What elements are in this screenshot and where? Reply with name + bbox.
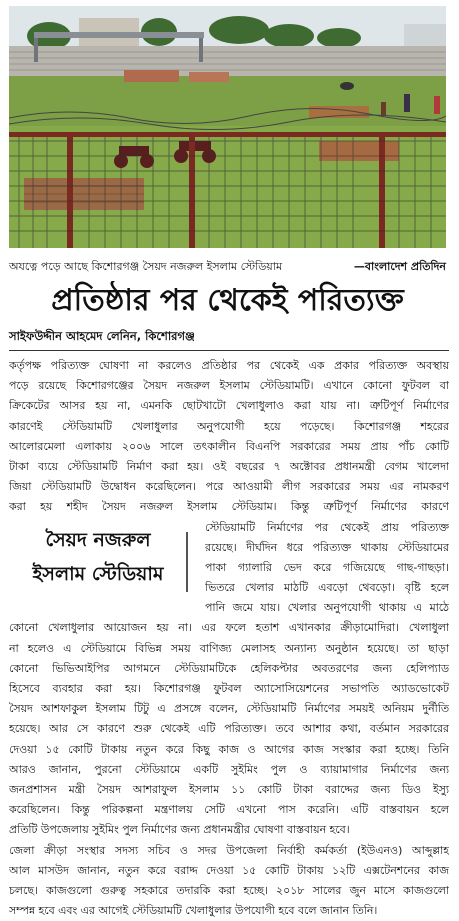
headline: প্রতিষ্ঠার পর থেকেই পরিত্যক্ত [51,283,404,318]
pull-quote-line-2: ইসলাম স্টেডিয়াম [32,563,164,585]
body-line: দেওয়া ১৫ কোটি টাকায় নতুন করে কিছু কাজ ও আগের কাজ সংস্কার করা হচ্ছে। তিনি [9,742,449,756]
body-line: হয়েছে। আর সে কারণে শুরু থেকেই এটি পরিত্যক্ত। তবে আশার কথা, বর্তমান সরকারের [9,722,449,736]
body-line: আলোরমেলা এলাকায় ২০০৬ সালে তৎকালীন বিএনপি সরকারের সময় প্রায় পাঁচ কোটি [9,439,449,453]
stadium-photo [9,6,446,248]
byline: সাইফউদ্দীন আহমেদ লেনিন, কিশোরগঞ্জ [9,329,195,343]
body-line: না হলেও এ স্টেডিয়ামে বিভিন্ন সময় বাণিজ্য মেলাসহ অন্যান্য অনুষ্ঠান হয়েছে। তা ছাড়া [9,641,449,655]
body-line: কোনো ভিভিআইপির আগমনে স্টেডিয়ামটিকে হেলিকপ্টার অবতরণের জন্য হেলিপ্যাড [9,661,449,675]
body-line: পাকা গ্যালারি ভেদ করে গজিয়েছে গাছ-গাছড়া। [205,560,449,574]
body-line: হিসেবে ব্যবহার করা হয়। কিশোরগঞ্জ ফুটবল অ্যাসোসিয়েশনের সভাপতি অ্যাডভোকেট [9,682,449,695]
body-line: জনপ্রশাসন মন্ত্রী সৈয়দ আশরাফুল ইসলাম ১১ কোটি টাকা বরাদ্দের জন্য ডিও ইস্যু [9,782,449,796]
body-line: প্রতিটি উপজেলায় সুইমিং পুল নির্মাণের জন্য প্রধানমন্ত্রীর ঘোষণা বাস্তবায়ন হবে। [9,823,350,837]
body-line: পানি জমে যায়। খেলার অনুপযোগী থাকায় এ মাঠে [205,601,449,615]
body-line: টাকা ব্যয়ে স্টেডিয়ামটি নির্মাণ করা হয়। ওই বছরের ৭ অক্টোবর প্রধানমন্ত্রী বেগম খালেদা [9,459,449,473]
body-line: ভিতরে খেলার মাঠটি এবড়ো থেবড়ো। বৃষ্টি হলে [205,581,449,595]
body-line: জেলা ক্রীড়া সংস্থার সদস্য সচিব ও সদর উপজেলা নির্বাহী কর্মকর্তা (ইউএনও) আব্দুল্লাহ [9,843,449,857]
body-line: আল মাসউদ জানান, নতুন করে বরাদ্দ দেওয়া ১৫ কোটি টাকায় ১২টি এক্সটেনশনের কাজ [9,863,449,877]
body-line: ক্রিকেটের আসর হয় না, এমনকি ছোটখাটো খেলাধুলাও করা যায় না। ত্রুটিপূর্ণ নির্মাণের [9,399,449,413]
body-line: জিয়া স্টেডিয়ামটি উদ্বোধন করেছিলেন। পরে আওয়ামী লীগ সরকারের সময় এর নামকরণ [9,480,449,494]
photo-caption [9,256,446,278]
article-body [9,356,449,921]
stadium-photo-illustration [9,6,446,248]
body-line: চলছে। কাজগুলো গুরুত্ব সহকারে তদারকি করা হচ্ছে। ২০১৮ সালের জুন মাসে কাজগুলো [9,883,449,897]
body-line: কোনো খেলাধুলার আয়োজন হয় না। এর ফলে হতাশ এখানকার ক্রীড়ামোদিরা। খেলাধুলা [9,621,449,635]
body-line: কারণেই স্টেডিয়ামটি খেলাধুলার অনুপযোগী হয়ে পড়েছে। কিশোরগঞ্জ শহরের [9,419,449,433]
body-line: করেছিলেন। কিন্তু পরিকল্পনা মন্ত্রণালয় সেটি এখনো পাস করেনি। এটি বাস্তবায়ন হলে [9,803,449,817]
byline-divider [9,350,449,351]
body-line: আরও জানান, পুরনো স্টেডিয়ামে একটি সুইমিং পুল ও ব্যায়ামাগার নির্মাণের জন্য [9,762,449,776]
body-line: পড়ে রয়েছে কিশোরগঞ্জের সৈয়দ নজরুল ইসলাম স্টেডিয়ামটি। এখানে কোনো ফুটবল বা [9,379,449,393]
body-line: সৈয়দ আশফাকুল ইসলাম টিটু এ প্রসঙ্গে বলেন, স্টেডিয়ামটি নির্মাণের সময়ই অনিয়ম দুর্নীতি [9,702,449,716]
body-line: করা হয় শহীদ সৈয়দ নজরুল ইসলাম স্টেডিয়াম। কিন্তু ত্রুটিপূর্ণ নির্মাণের কারণে [9,500,449,514]
caption-text: অযত্নে পড়ে আছে কিশোরগঞ্জ সৈয়দ নজরুল ইসলাম স্টেডিয়াম [9,260,283,273]
caption-credit: —বাংলাদেশ প্রতিদিন [353,260,446,273]
body-line: স্টেডিয়ামটি নির্মাণের পর থেকেই প্রায় পরিত্যক্ত [205,520,449,534]
body-line: সম্পন্ন হবে এবং এর আগেই স্টেডিয়ামটি খেলাধুলার উপযোগী হবে বলে জানান তিনি। [9,904,378,918]
pull-quote-line-1: সৈয়দ নজরুল [45,529,151,551]
body-line: কর্তৃপক্ষ পরিত্যক্ত ঘোষণা না করলেও প্রতিষ্ঠার পর থেকেই এক প্রকার পরিত্যক্ত অবস্থায় [9,359,449,372]
body-line: রয়েছে। দীর্ঘদিন ধরে পরিত্যক্ত থাকায় স্টেডিয়ামের [205,540,449,554]
